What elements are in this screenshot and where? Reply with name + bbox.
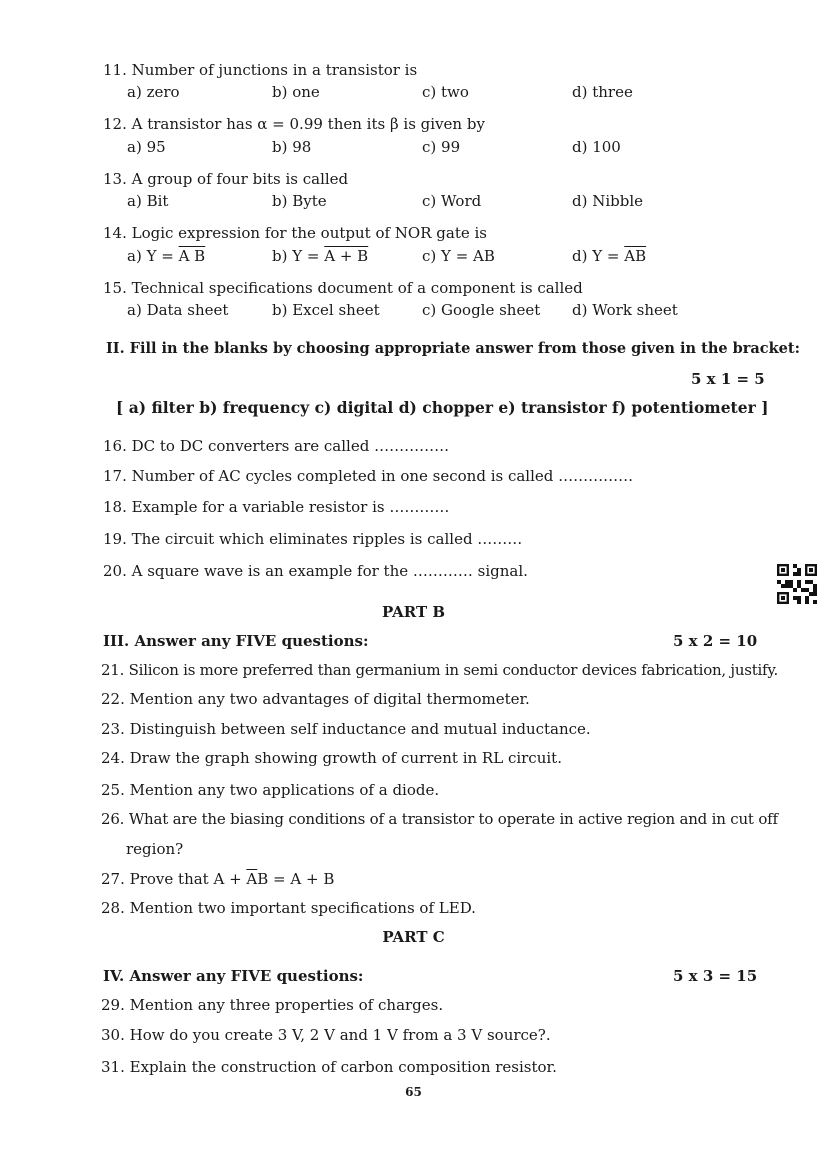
question-21: 21. Silicon is more preferred than germanium in semi conductor devices fabrication, justify. bbox=[101, 661, 779, 679]
q14-a-prefix: a) Y = bbox=[127, 247, 179, 265]
q11-option-d: d) three bbox=[572, 83, 633, 101]
question-30: 30. How do you create 3 V, 2 V and 1 V from a 3 V source?. bbox=[101, 1026, 551, 1044]
q14-option-c: c) Y = AB bbox=[422, 247, 495, 265]
question-31: 31. Explain the construction of carbon composition resistor. bbox=[101, 1058, 557, 1076]
q12-option-b: b) 98 bbox=[272, 138, 312, 156]
question-26: 26. What are the biasing conditions of a transistor to operate in active region and in cut off bbox=[101, 810, 778, 828]
question-12: 12. A transistor has α = 0.99 then its β is given by bbox=[103, 115, 485, 133]
q15-option-a: a) Data sheet bbox=[127, 301, 229, 319]
q27-suffix: B = A + B bbox=[257, 870, 335, 888]
q14-option-d bbox=[572, 247, 646, 265]
question-25: 25. Mention any two applications of a diode. bbox=[101, 781, 440, 799]
q27-overlined: $\overline{A}$ bbox=[246, 870, 258, 888]
q14-b-prefix: b) Y = bbox=[272, 247, 325, 265]
q14-option-b bbox=[272, 247, 368, 265]
qr-code-icon bbox=[777, 564, 817, 604]
question-16: 16. DC to DC converters are called …………… bbox=[103, 437, 450, 455]
q12-option-c: c) 99 bbox=[422, 138, 461, 156]
part-c-heading: IV. Answer any FIVE questions: bbox=[103, 967, 364, 985]
part-b-title: PART B bbox=[381, 603, 446, 621]
q15-option-d: d) Work sheet bbox=[572, 301, 678, 319]
question-28: 28. Mention two important specifications of LED. bbox=[101, 899, 476, 917]
question-24: 24. Draw the graph showing growth of current in RL circuit. bbox=[101, 749, 562, 767]
question-14: 14. Logic expression for the output of NOR gate is bbox=[103, 224, 488, 242]
fill-options: [ a) filter b) frequency c) digital d) chopper e) transistor f) potentiometer ] bbox=[116, 398, 769, 417]
question-17: 17. Number of AC cycles completed in one second is called …………… bbox=[103, 467, 634, 485]
question-29: 29. Mention any three properties of charges. bbox=[101, 996, 444, 1014]
q14-option-a bbox=[127, 247, 205, 265]
q11-option-c: c) two bbox=[422, 83, 469, 101]
q15-option-b: b) Excel sheet bbox=[272, 301, 380, 319]
q12-option-a: a) 95 bbox=[127, 138, 166, 156]
section-2-marks: 5 x 1 = 5 bbox=[691, 370, 765, 388]
question-27 bbox=[101, 870, 334, 888]
q14-a-overlined: A B bbox=[178, 247, 206, 265]
q13-option-b: b) Byte bbox=[272, 192, 327, 210]
q13-option-a: a) Bit bbox=[127, 192, 169, 210]
q12-option-d: d) 100 bbox=[572, 138, 621, 156]
question-15: 15. Technical specifications document of a component is called bbox=[103, 279, 583, 297]
question-11: 11. Number of junctions in a transistor is bbox=[103, 61, 418, 79]
q13-option-d: d) Nibble bbox=[572, 192, 644, 210]
part-c-marks: 5 x 3 = 15 bbox=[673, 967, 758, 985]
part-c-title: PART C bbox=[382, 928, 445, 946]
question-18: 18. Example for a variable resistor is ………… bbox=[103, 498, 450, 516]
q14-d-prefix: d) Y = bbox=[572, 247, 625, 265]
q14-b-overlined: A + B bbox=[324, 247, 369, 265]
q15-option-c: c) Google sheet bbox=[422, 301, 541, 319]
q14-d-overlined: $\overline{AB}$ bbox=[624, 247, 647, 265]
question-19: 19. The circuit which eliminates ripples is called ……… bbox=[103, 530, 523, 548]
part-b-marks: 5 x 2 = 10 bbox=[673, 632, 758, 650]
question-22: 22. Mention any two advantages of digital thermometer. bbox=[101, 690, 530, 708]
section-2-heading: II. Fill in the blanks by choosing appropriate answer from those given in the bracket: bbox=[106, 340, 800, 357]
part-b-heading: III. Answer any FIVE questions: bbox=[103, 632, 369, 650]
question-23: 23. Distinguish between self inductance and mutual inductance. bbox=[101, 720, 591, 738]
q13-option-c: c) Word bbox=[422, 192, 482, 210]
q11-option-b: b) one bbox=[272, 83, 320, 101]
question-20: 20. A square wave is an example for the ………… signal. bbox=[103, 562, 528, 580]
question-26-cont: region? bbox=[126, 840, 184, 858]
question-13: 13. A group of four bits is called bbox=[103, 170, 349, 188]
q11-option-a: a) zero bbox=[127, 83, 180, 101]
page-number: 65 bbox=[405, 1085, 422, 1099]
q27-prefix: 27. Prove that A + bbox=[101, 870, 247, 888]
